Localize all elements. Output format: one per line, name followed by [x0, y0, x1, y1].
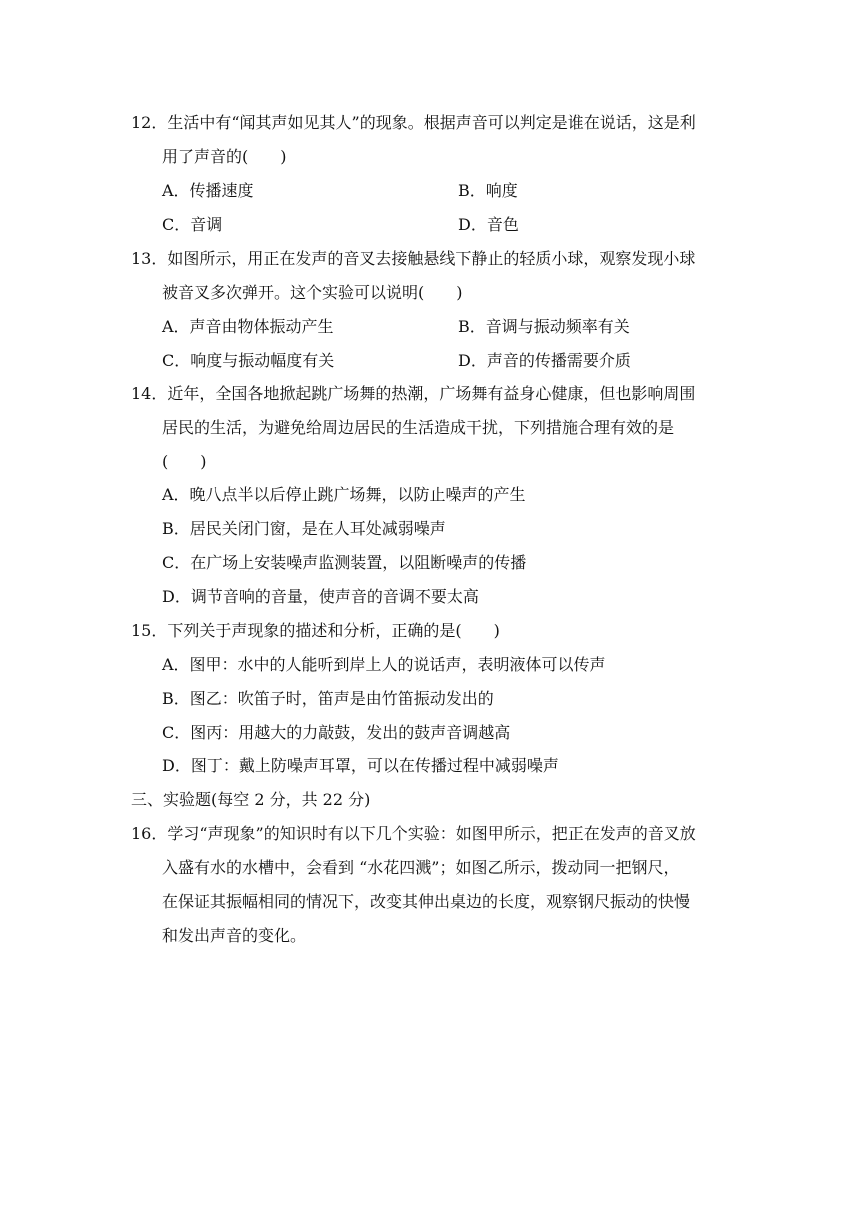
question-12-option-d: D．音色 — [458, 215, 519, 234]
question-14-line-3: ( ) — [162, 452, 207, 471]
question-14-option-d: D．调节音响的音量，使声音的音调不要太高 — [162, 587, 479, 606]
section-heading: 三、实验题(每空 2 分，共 22 分) — [131, 790, 371, 809]
question-14-option-a: A．晚八点半以后停止跳广场舞，以防止噪声的产生 — [162, 485, 526, 504]
question-16-line-2: 入盛有水的水槽中，会看到 “水花四溅”；如图乙所示，拨动同一把钢尺， — [162, 858, 680, 877]
question-14-option-b: B．居民关闭门窗，是在人耳处减弱噪声 — [162, 519, 446, 538]
question-15-option-b: B．图乙：吹笛子时，笛声是由竹笛振动发出的 — [162, 689, 494, 708]
question-16-line-3: 在保证其振幅相同的情况下，改变其伸出桌边的长度，观察钢尺振动的快慢 — [162, 892, 691, 911]
question-12-option-a: A．传播速度 — [162, 181, 254, 200]
question-13-option-b: B．音调与振动频率有关 — [458, 317, 630, 336]
question-16-line-1: 16．学习“声现象”的知识时有以下几个实验：如图甲所示，把正在发声的音叉放 — [131, 824, 696, 843]
question-13-option-a: A．声音由物体振动产生 — [162, 317, 334, 336]
question-14-line-2: 居民的生活，为避免给周边居民的生活造成干扰，下列措施合理有效的是 — [162, 418, 675, 437]
question-13-option-c: C．响度与振动幅度有关 — [162, 351, 335, 370]
question-15-option-a: A．图甲：水中的人能听到岸上人的说话声，表明液体可以传声 — [162, 655, 606, 674]
question-14-option-c: C．在广场上安装噪声监测装置，以阻断噪声的传播 — [162, 553, 527, 572]
question-13-line-1: 13．如图所示，用正在发声的音叉去接触悬线下静止的轻质小球，观察发现小球 — [131, 249, 696, 268]
question-15-option-d: D．图丁：戴上防噪声耳罩，可以在传播过程中减弱噪声 — [162, 756, 559, 775]
question-12-option-c: C．音调 — [162, 215, 223, 234]
question-12-line-2: 用了声音的( ) — [162, 147, 287, 166]
question-13-line-2: 被音叉多次弹开。这个实验可以说明( ) — [162, 283, 463, 302]
question-13-option-d: D．声音的传播需要介质 — [458, 351, 631, 370]
question-15-option-c: C．图丙：用越大的力敲鼓，发出的鼓声音调越高 — [162, 723, 511, 742]
question-14-line-1: 14．近年，全国各地掀起跳广场舞的热潮，广场舞有益身心健康，但也影响周围 — [131, 384, 696, 403]
question-12-option-b: B．响度 — [458, 181, 518, 200]
question-16-line-4: 和发出声音的变化。 — [162, 926, 307, 945]
question-15-line-1: 15．下列关于声现象的描述和分析，正确的是( ) — [131, 621, 500, 640]
question-12-line-1: 12．生活中有“闻其声如见其人”的现象。根据声音可以判定是谁在说话，这是利 — [131, 113, 696, 132]
